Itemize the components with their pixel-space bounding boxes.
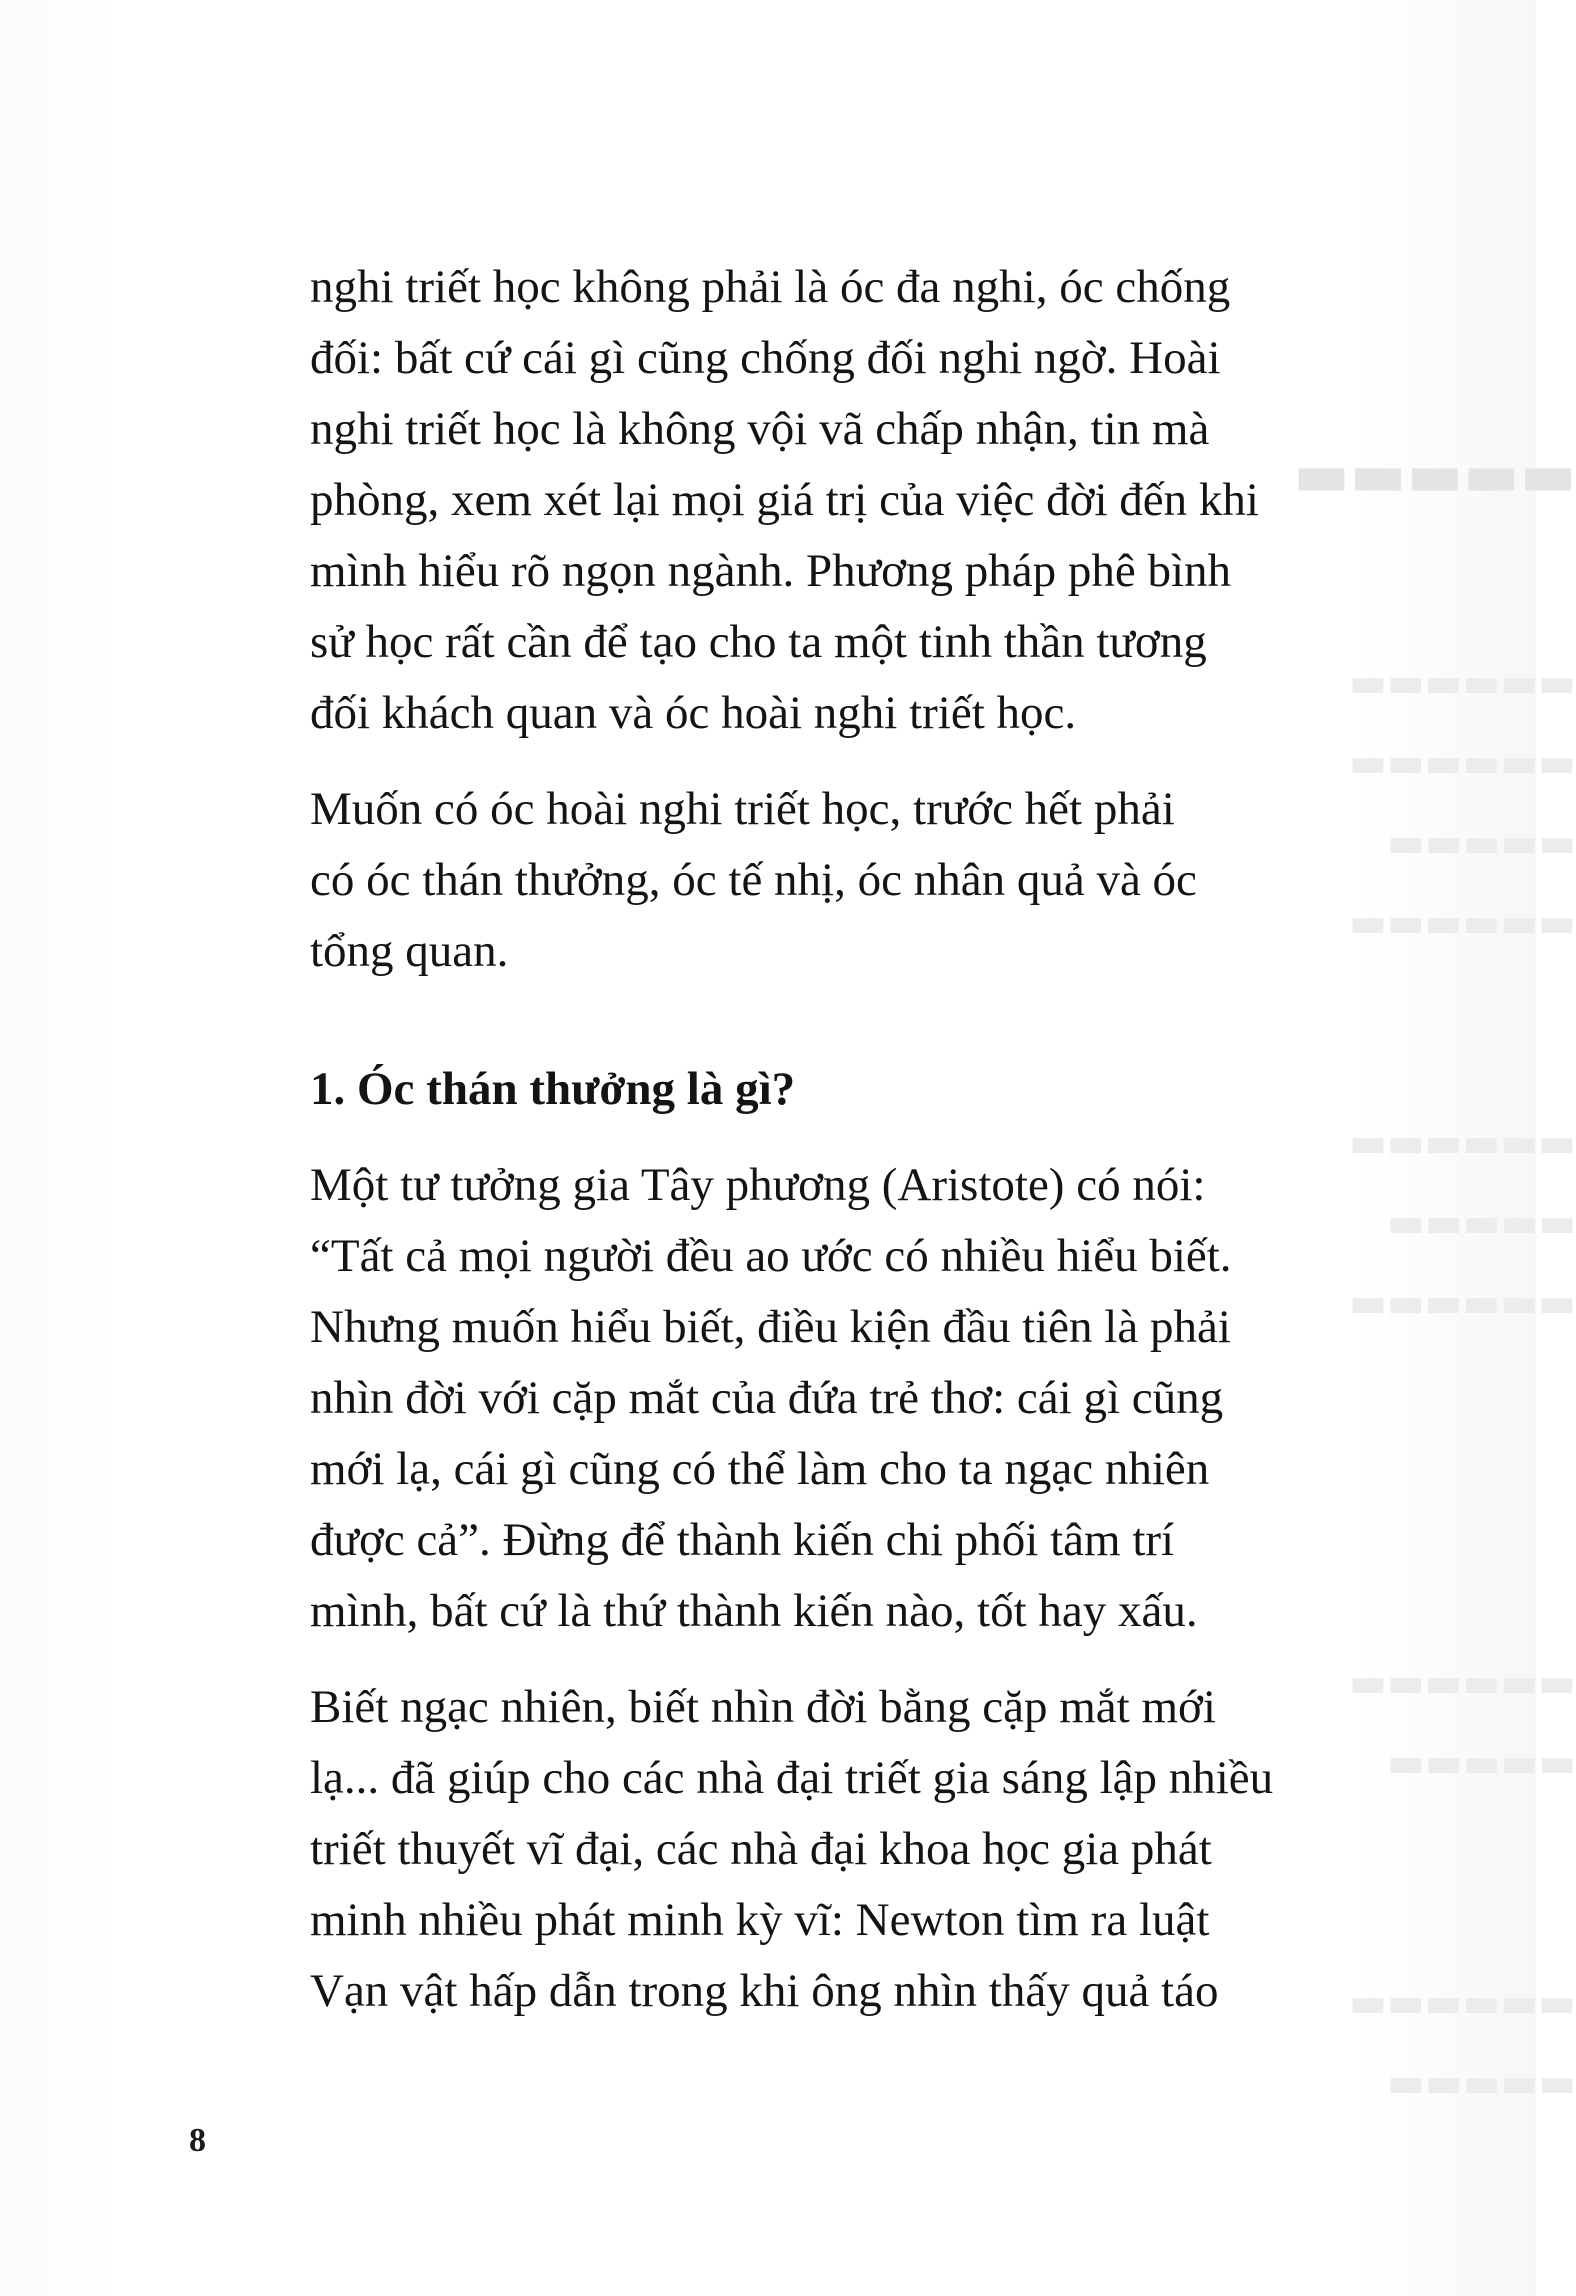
section-heading: 1. Óc thán thưởng là gì? — [310, 1063, 796, 1115]
text-line: lạ... đã giúp cho các nhà đại triết gia sáng lập nhiều — [310, 1752, 1274, 1804]
show-through-mark: ▬▬▬▬▬▬ — [1349, 900, 1576, 946]
paragraph-1 — [310, 252, 1360, 749]
paragraph-4 — [310, 1672, 1360, 2027]
text-line: mình hiểu rõ ngọn ngành. Phương pháp phê bình — [310, 545, 1232, 597]
show-through-mark: ▬▬▬▬▬▬ — [1349, 660, 1576, 706]
text-line: nhìn đời với cặp mắt của đứa trẻ thơ: cái gì cũng — [310, 1372, 1224, 1424]
paragraph-2 — [310, 774, 1360, 987]
text-line: nghi triết học không phải là óc đa nghi, óc chống — [310, 261, 1231, 313]
show-through-mark: ▬▬▬▬▬▬ — [1349, 740, 1576, 786]
show-through-mark: ▬▬▬▬▬▬ — [1349, 1660, 1576, 1706]
body-text — [310, 252, 1360, 2027]
text-line: tổng quan. — [310, 925, 509, 977]
show-through-mark: ▬▬▬▬▬ — [1387, 2060, 1576, 2106]
text-line: có óc thán thưởng, óc tế nhị, óc nhân quả và óc — [310, 854, 1197, 906]
text-line: mới lạ, cái gì cũng có thể làm cho ta ngạc nhiên — [310, 1443, 1210, 1495]
text-line: được cả”. Đừng để thành kiến chi phối tâm trí — [310, 1514, 1175, 1566]
show-through-mark: ▬▬▬▬▬ — [1387, 820, 1576, 866]
text-line: Nhưng muốn hiểu biết, điều kiện đầu tiên là phải — [310, 1301, 1231, 1353]
text-line: minh nhiều phát minh kỳ vĩ: Newton tìm ra luật — [310, 1894, 1210, 1946]
text-line: Một tư tưởng gia Tây phương (Aristote) có nói: — [310, 1159, 1206, 1211]
text-line: sử học rất cần để tạo cho ta một tinh thần tương — [310, 616, 1207, 668]
text-line: Vạn vật hấp dẫn trong khi ông nhìn thấy quả táo — [310, 1965, 1219, 2017]
show-through-mark: ▬▬▬▬▬ — [1387, 1740, 1576, 1786]
paragraph-3 — [310, 1150, 1360, 1647]
show-through-mark: ▬▬▬▬▬▬ — [1349, 1120, 1576, 1166]
text-line: đối: bất cứ cái gì cũng chống đối nghi ngờ. Hoài — [310, 332, 1221, 384]
show-through-mark: ▬▬▬▬▬▬ — [1349, 1280, 1576, 1326]
show-through-mark: ▬▬▬▬▬ — [1292, 440, 1576, 510]
show-through-mark: ▬▬▬▬▬ — [1387, 1200, 1576, 1246]
text-line: Muốn có óc hoài nghi triết học, trước hết phải — [310, 783, 1175, 835]
text-line: “Tất cả mọi người đều ao ước có nhiều hiểu biết. — [310, 1230, 1232, 1282]
text-line: phòng, xem xét lại mọi giá trị của việc đời đến khi — [310, 474, 1259, 526]
show-through-mark: ▬▬▬▬▬▬ — [1349, 1980, 1576, 2026]
page-number: 8 — [189, 2122, 206, 2159]
text-line: mình, bất cứ là thứ thành kiến nào, tốt hay xấu. — [310, 1585, 1198, 1637]
text-line: đối khách quan và óc hoài nghi triết học. — [310, 687, 1077, 739]
text-line: triết thuyết vĩ đại, các nhà đại khoa học gia phát — [310, 1823, 1212, 1875]
text-line: nghi triết học là không vội vã chấp nhận, tin mà — [310, 403, 1210, 455]
text-line: Biết ngạc nhiên, biết nhìn đời bằng cặp mắt mới — [310, 1681, 1216, 1733]
